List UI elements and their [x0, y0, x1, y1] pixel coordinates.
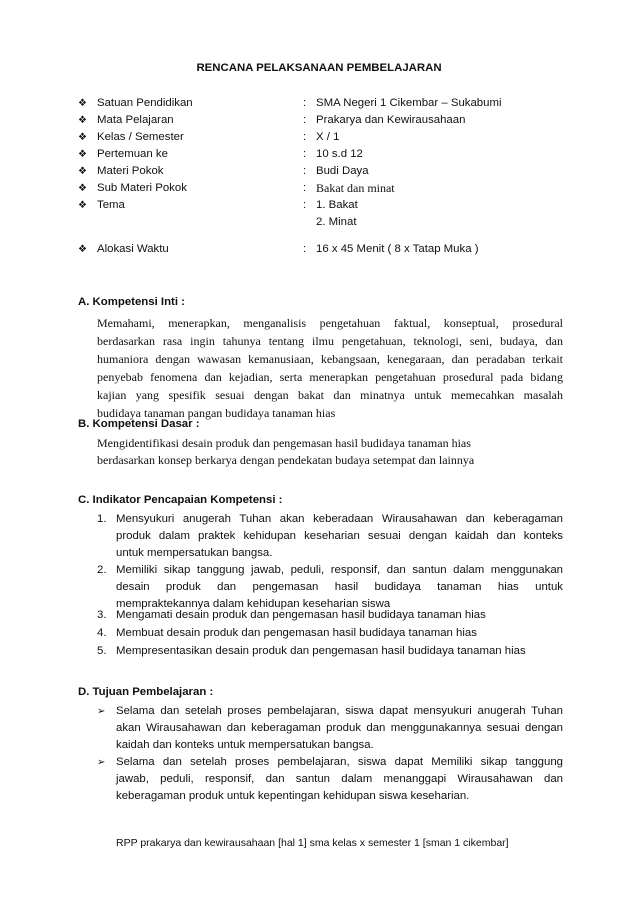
identity-value-second: 2. Minat	[316, 216, 357, 228]
identity-value: 10 s.d 12	[316, 148, 363, 160]
list-item-line: jawab, peduli, responsif, dan santun dalam menanggapi Wirausahawan dan	[116, 773, 563, 785]
list-number: 5.	[97, 645, 107, 657]
identity-label: Materi Pokok	[97, 165, 164, 177]
identity-value: Budi Daya	[316, 165, 369, 177]
list-item-line: Selama dan setelah proses pembelajaran, siswa dapat mensyukuri anugerah Tuhan	[116, 705, 563, 717]
list-item-line: keberagaman produk untuk kepentingan kehidupan siswa keseharian.	[116, 790, 470, 802]
identity-value: 16 x 45 Menit ( 8 x Tatap Muka )	[316, 243, 479, 255]
list-item-line: produk dalam praktek kehidupan keseharian sesuai dengan kaidah dan konteks	[116, 530, 563, 542]
identity-label: Pertemuan ke	[97, 148, 168, 160]
arrow-bullet-icon: ➢	[97, 706, 106, 717]
paragraph-line: berdasarkan rasa ingin tahunya tentang ilmu pengetahuan, teknologi, seni, budaya, dan	[97, 334, 563, 348]
diamond-bullet-icon: ❖	[78, 115, 87, 126]
identity-value: SMA Negeri 1 Cikembar – Sukabumi	[316, 97, 502, 109]
paragraph-line: Mengidentifikasi desain produk dan pengemasan hasil budidaya tanaman hias	[97, 436, 471, 450]
diamond-bullet-icon: ❖	[78, 200, 87, 211]
identity-label: Kelas / Semester	[97, 131, 184, 143]
paragraph-line: berdasarkan konsep berkarya dengan pendekatan budaya setempat dan lainnya	[97, 453, 475, 467]
list-number: 3.	[97, 609, 107, 621]
list-item-line: mempraktekannya dalam kehidupan keseharian siswa	[116, 598, 391, 610]
diamond-bullet-icon: ❖	[78, 98, 87, 109]
identity-label: Sub Materi Pokok	[97, 182, 187, 194]
identity-colon: :	[303, 97, 307, 109]
identity-label: Mata Pelajaran	[97, 114, 174, 126]
identity-value: Bakat dan minat	[316, 181, 395, 195]
diamond-bullet-icon: ❖	[78, 166, 87, 177]
diamond-bullet-icon: ❖	[78, 244, 87, 255]
diamond-bullet-icon: ❖	[78, 183, 87, 194]
list-item-line: Membuat desain produk dan pengemasan hasil budidaya tanaman hias	[116, 627, 477, 639]
list-item-line: Mempresentasikan desain produk dan pengemasan hasil budidaya tanaman hias	[116, 645, 526, 657]
list-item-line: akan Wirausahawan dan keberagaman produk dan menggunakannya sesuai dengan	[116, 722, 563, 734]
identity-label: Alokasi Waktu	[97, 243, 169, 255]
section-a-heading: A. Kompetensi Inti :	[78, 296, 185, 308]
arrow-bullet-icon: ➢	[97, 757, 106, 768]
identity-value: Prakarya dan Kewirausahaan	[316, 114, 466, 126]
identity-value: X / 1	[316, 131, 340, 143]
section-c-heading: C. Indikator Pencapaian Kompetensi :	[78, 494, 283, 506]
identity-colon: :	[303, 199, 307, 211]
identity-colon: :	[303, 114, 307, 126]
identity-colon: :	[303, 165, 307, 177]
identity-colon: :	[303, 131, 307, 143]
identity-label: Satuan Pendidikan	[97, 97, 193, 109]
list-number: 4.	[97, 627, 107, 639]
identity-value: 1. Bakat	[316, 199, 358, 211]
list-item-line: Mengamati desain produk dan pengemasan hasil budidaya tanaman hias	[116, 609, 486, 621]
list-item-line: kaidah dan konteks untuk mempersatukan bangsa.	[116, 739, 374, 751]
list-number: 1.	[97, 513, 107, 525]
identity-colon: :	[303, 243, 307, 255]
paragraph-line: penyebab fenomena dan kejadian, serta menerapkan pengetahuan prosedural pada bidang	[97, 370, 563, 384]
paragraph-line: humaniora dengan wawasan kemanusiaan, kebangsaan, kenegaraan, dan peradaban terkait	[97, 352, 563, 366]
list-item-line: Mensyukuri anugerah Tuhan akan keberadaan Wirausahawan dan keberagaman	[116, 513, 563, 525]
paragraph-line: kajian yang spesifik sesuai dengan bakat dan minatnya untuk memecahkan masalah	[97, 388, 563, 402]
section-d-heading: D. Tujuan Pembelajaran :	[78, 686, 214, 698]
list-item-line: Memiliki sikap tanggung jawab, peduli, responsif, dan santun dalam menggunakan	[116, 564, 563, 576]
identity-colon: :	[303, 182, 307, 194]
page-footer: RPP prakarya dan kewirausahaan [hal 1] sma kelas x semester 1 [sman 1 cikembar]	[116, 837, 509, 849]
page-title: RENCANA PELAKSANAAN PEMBELAJARAN	[196, 62, 442, 74]
list-item-line: Selama dan setelah proses pembelajaran, siswa dapat Memiliki sikap tanggung	[116, 756, 563, 768]
list-item-line: desain produk dan pengemasan hasil budidaya tanaman hias untuk	[116, 581, 563, 593]
list-item-line: untuk mempersatukan bangsa.	[116, 547, 273, 559]
section-b-heading: B. Kompetensi Dasar :	[78, 418, 200, 430]
identity-colon: :	[303, 148, 307, 160]
diamond-bullet-icon: ❖	[78, 132, 87, 143]
list-number: 2.	[97, 564, 107, 576]
paragraph-line: budidaya tanaman pangan budidaya tanaman hias	[97, 406, 336, 420]
paragraph-line: Memahami, menerapkan, menganalisis pengetahuan faktual, konseptual, prosedural	[97, 316, 563, 330]
identity-label: Tema	[97, 199, 125, 211]
diamond-bullet-icon: ❖	[78, 149, 87, 160]
